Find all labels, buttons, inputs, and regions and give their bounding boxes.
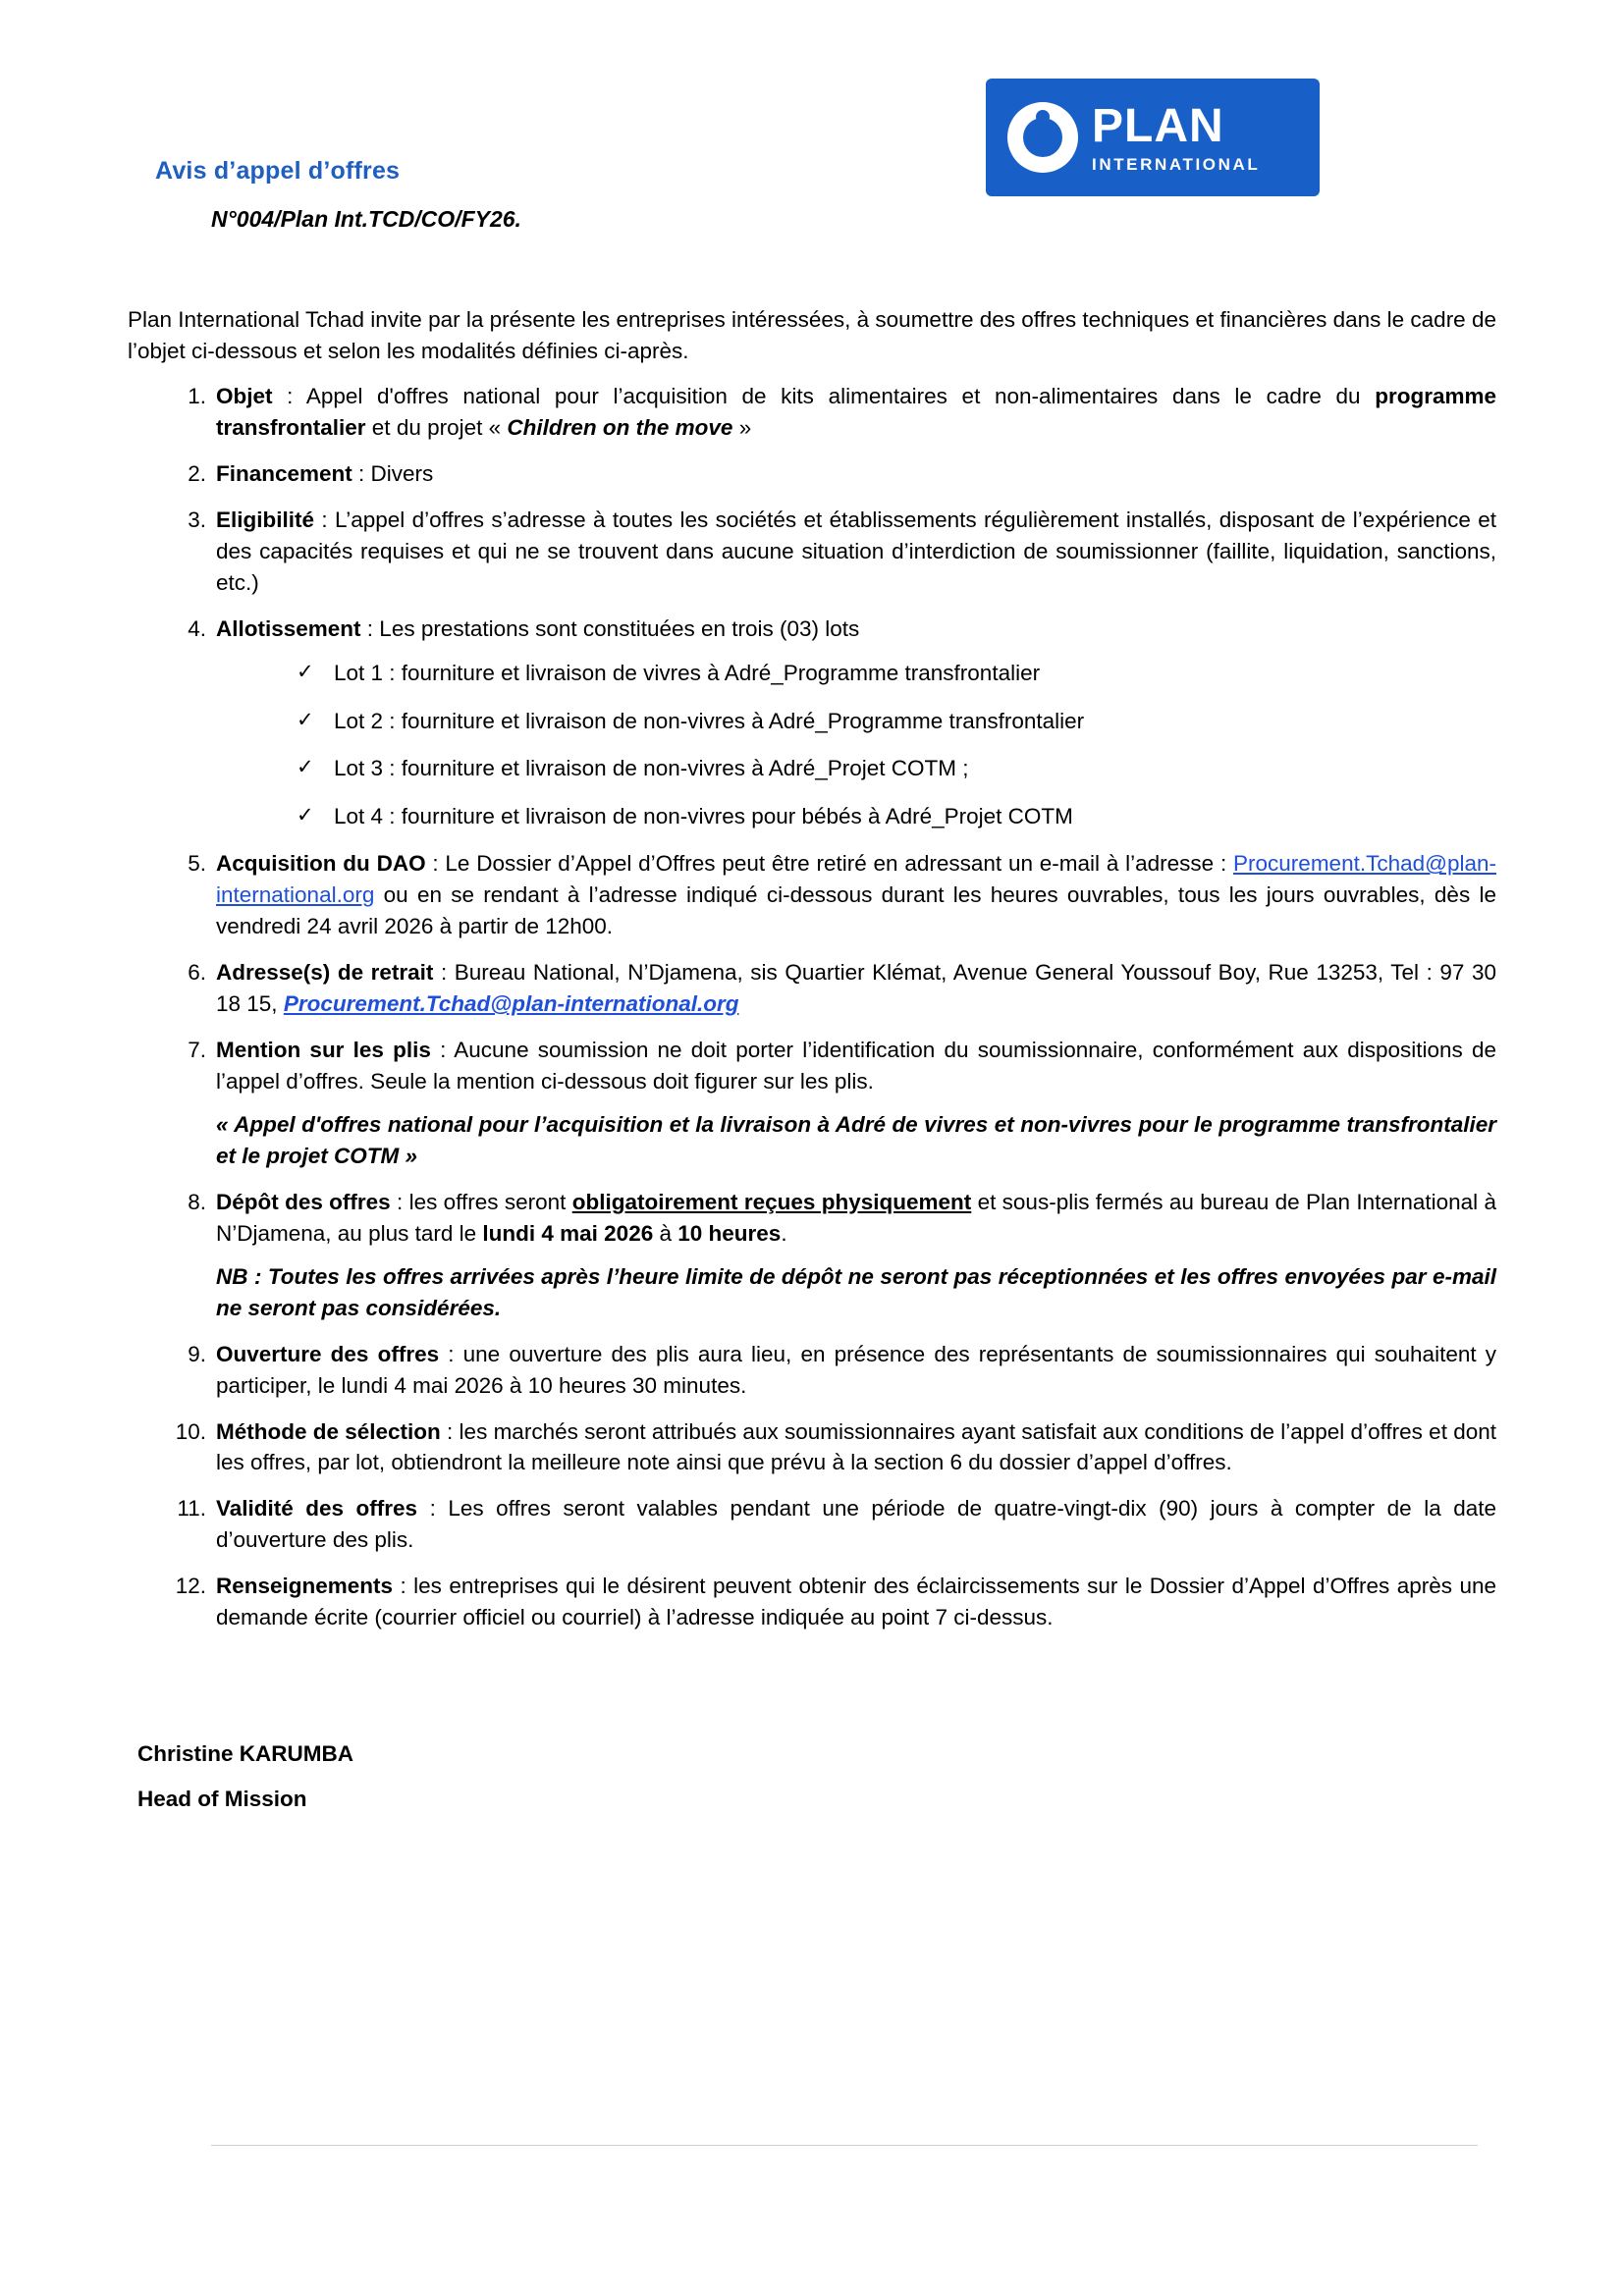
list-item xyxy=(216,753,1496,784)
clause-label-depot-offres: Dépôt des offres xyxy=(216,1189,391,1214)
check-icon: ✓ xyxy=(297,708,314,731)
logo-text xyxy=(1092,99,1261,174)
clause-eligibilite xyxy=(128,505,1496,599)
clause-renseignements xyxy=(128,1571,1496,1633)
clause-methode-selection xyxy=(128,1416,1496,1479)
lot-text: Lot 1 : fourniture et livraison de vivres à Adré_Programme transfrontalier xyxy=(334,661,1041,686)
quote-text: Appel d'offres national pour l’acquisition et la livraison à Adré de vivres et non-vivres pour le programme transfrontalier et le projet COTM xyxy=(216,1112,1496,1168)
clause-validite-text: : Les offres seront valables pendant une période de quatre-vingt-dix (90) jours à compter de la date d’ouverture des plis. xyxy=(216,1496,1496,1553)
check-icon: ✓ xyxy=(297,803,314,827)
logo-name: PLAN xyxy=(1092,99,1224,152)
logo-subtitle: INTERNATIONAL xyxy=(1092,154,1261,174)
clause-depot-underline: obligatoirement reçues physiquement xyxy=(571,1189,972,1214)
lot-text: Lot 3 : fourniture et livraison de non-vivres à Adré_Projet COTM ; xyxy=(334,756,969,781)
clause-depot-text-1: : les offres seront xyxy=(390,1189,572,1214)
quote-open: « xyxy=(216,1112,235,1137)
clause-objet-bold-1: programme transfrontalier xyxy=(216,383,1496,440)
lots-list xyxy=(216,658,1496,831)
clause-acquisition-text-1: : Le Dossier d’Appel d’Offres peut être retiré en adressant un e-mail à l’adresse : xyxy=(425,851,1234,877)
procurement-email-link[interactable]: Procurement.Tchad@plan-international.org xyxy=(216,851,1496,908)
clause-objet-text-3: » xyxy=(732,414,752,440)
clause-allotissement-text: : Les prestations sont constituées en trois (03) lots xyxy=(360,615,860,641)
clause-eligibilite-text: : L’appel d’offres s’adresse à toutes les sociétés et établissements régulièrement installés, disposant de l’expérience et des capacités requises et qui ne se trouvent dans aucune situation d’interdiction de soumissionner (faillite, liquidation, sanctions, etc.) xyxy=(216,507,1496,595)
clause-label-mention-plis: Mention sur les plis xyxy=(216,1038,431,1063)
signatory-name: Christine KARUMBA xyxy=(137,1741,354,1767)
lot-text: Lot 4 : fourniture et livraison de non-vivres pour bébés à Adré_Projet COTM xyxy=(334,803,1073,828)
clause-acquisition-text-2: ou en se rendant à l’adresse indiqué ci-dessous durant les heures ouvrables, tous les jours ouvrables, dès le vendredi 24 avril 2026 à partir de 12h00. xyxy=(216,882,1496,939)
clause-label-objet: Objet xyxy=(216,383,273,408)
document-header xyxy=(128,99,1496,275)
clause-label-allotissement: Allotissement xyxy=(216,615,361,641)
clause-methode-text: : les marchés seront attribués aux soumissionnaires ayant satisfait aux conditions de l’appel d’offres et dont les offres, par lot, obtiendront la meilleure note ainsi que prévu à la section 6 du dossier d’appel d’offres. xyxy=(216,1418,1496,1475)
clauses-list xyxy=(128,381,1496,1633)
plan-international-logo xyxy=(986,79,1320,196)
clause-acquisition-dao xyxy=(128,848,1496,942)
clause-label-ouverture-offres: Ouverture des offres xyxy=(216,1341,440,1366)
signatory-position: Head of Mission xyxy=(137,1787,307,1812)
list-item xyxy=(216,801,1496,832)
clause-allotissement xyxy=(128,614,1496,832)
lot-text: Lot 2 : fourniture et livraison de non-vivres à Adré_Programme transfrontalier xyxy=(334,708,1085,733)
procurement-email-link[interactable]: Procurement.Tchad@plan-international.org xyxy=(283,991,739,1017)
clause-depot-offres xyxy=(128,1187,1496,1324)
document-content xyxy=(128,99,1497,1832)
check-icon: ✓ xyxy=(297,661,314,684)
check-icon: ✓ xyxy=(297,756,314,779)
clause-objet-bolditalic-1: Children on the move xyxy=(507,414,733,440)
clause-ouverture-text: : une ouverture des plis aura lieu, en présence des représentants de soumissionnaires qui souhaitent y participer, le lundi 4 mai 2026 à 10 heures 30 minutes. xyxy=(216,1341,1496,1398)
signature-block xyxy=(137,1741,1496,1812)
clause-label-renseignements: Renseignements xyxy=(216,1574,394,1599)
clause-mention-plis xyxy=(128,1035,1496,1172)
clause-depot-text-4: . xyxy=(781,1220,787,1246)
clause-label-financement: Financement xyxy=(216,460,352,486)
clause-depot-date: lundi 4 mai 2026 xyxy=(482,1220,654,1246)
list-item xyxy=(216,706,1496,737)
document-reference: N°004/Plan Int.TCD/CO/FY26. xyxy=(211,206,521,232)
clause-label-acquisition-dao: Acquisition du DAO xyxy=(216,851,426,877)
clause-renseignements-text: : les entreprises qui le désirent peuvent obtenir des éclaircissements sur le Dossier d’Appel d’Offres après une demande écrite (courrier officiel ou courriel) à l’adresse indiquée au point 7 ci-dessus. xyxy=(216,1574,1496,1630)
footer-divider xyxy=(211,2145,1478,2146)
clause-adresse-retrait xyxy=(128,957,1496,1020)
clause-depot-text-3: à xyxy=(653,1220,678,1246)
clause-ouverture-offres xyxy=(128,1339,1496,1402)
clause-financement xyxy=(128,458,1496,490)
intro-paragraph: Plan International Tchad invite par la présente les entreprises intéressées, à soumettre des offres techniques et financières dans le cadre de l’objet ci-dessous et selon les modalités définies ci-après. xyxy=(128,307,1496,363)
clause-label-validite-offres: Validité des offres xyxy=(216,1496,418,1522)
clause-financement-text: : Divers xyxy=(352,460,434,486)
clause-adresse-text-1: : Bureau National, N’Djamena, sis Quartier Klémat, Avenue General Youssouf Boy, Rue 13253, Tel : 97 30 18 15, xyxy=(216,960,1496,1017)
clause-label-adresse-retrait: Adresse(s) de retrait xyxy=(216,960,434,986)
quote-close: » xyxy=(399,1143,418,1168)
plan-logo-icon xyxy=(1007,102,1078,173)
list-item xyxy=(216,658,1496,689)
clause-label-methode-selection: Méthode de sélection xyxy=(216,1418,441,1444)
clause-objet-text-1: : Appel d'offres national pour l’acquisition de kits alimentaires et non-alimentaires dans le cadre du xyxy=(272,383,1376,408)
page-title: Avis d’appel d’offres xyxy=(155,157,401,185)
clause-mention-text: : Aucune soumission ne doit porter l’identification du soumissionnaire, conformément aux dispositions de l’appel d’offres. Seule la mention ci-dessous doit figurer sur les plis. xyxy=(216,1038,1496,1095)
clause-label-eligibilite: Eligibilité xyxy=(216,507,315,532)
clause-objet xyxy=(128,381,1496,444)
clause-validite-offres xyxy=(128,1493,1496,1556)
clause-objet-text-2: et du projet « xyxy=(365,414,508,440)
mention-quote xyxy=(216,1109,1496,1172)
clause-depot-text-2: et sous-plis fermés au bureau de Plan International à N’Djamena, au plus tard le xyxy=(216,1189,1497,1246)
depot-nb-note: NB : Toutes les offres arrivées après l’heure limite de dépôt ne seront pas réceptionnées et les offres envoyées par e-mail ne seront pas considérées. xyxy=(216,1263,1496,1320)
clause-depot-hour: 10 heures xyxy=(677,1220,782,1246)
